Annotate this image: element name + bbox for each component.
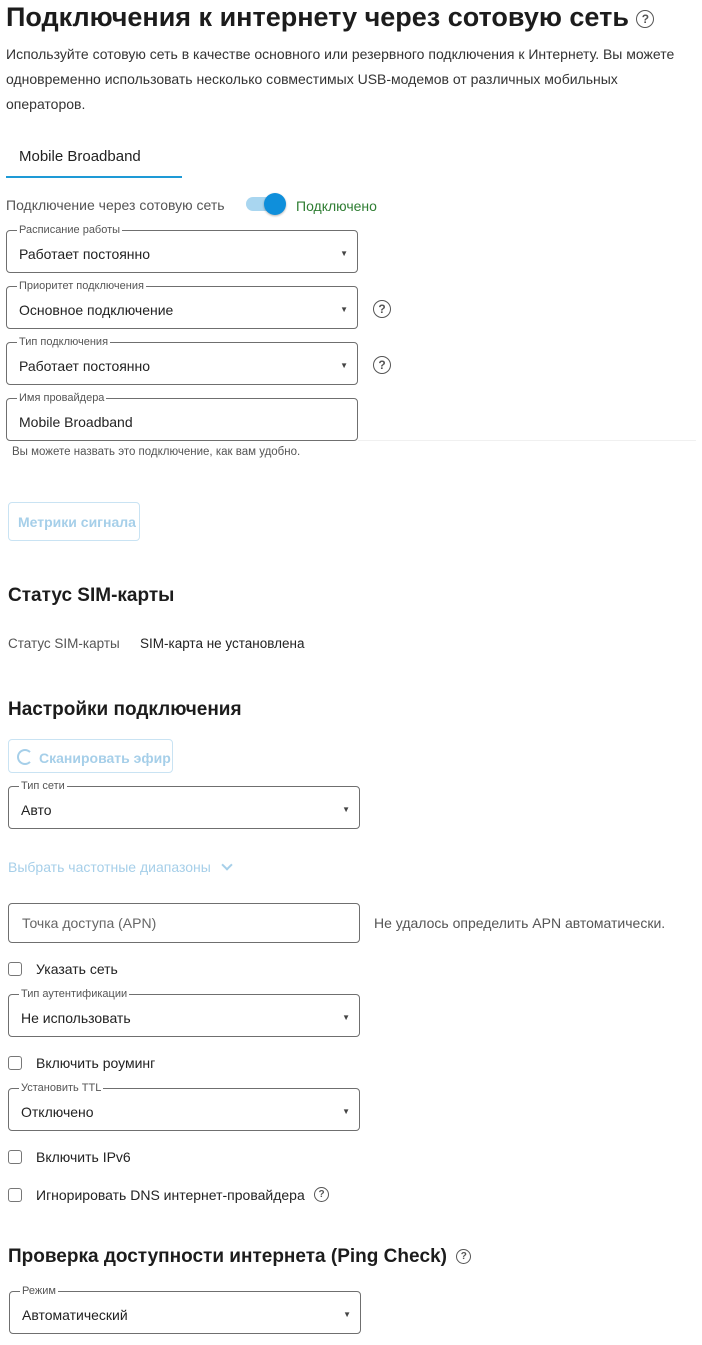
priority-value: Основное подключение [19,302,174,318]
ping-mode-value: Автоматический [22,1307,128,1323]
schedule-label: Расписание работы [19,224,121,236]
specify-network-label: Указать сеть [36,961,118,977]
chevron-down-icon: ▼ [340,361,348,370]
ipv6-label: Включить IPv6 [36,1149,131,1165]
refresh-icon [17,749,33,765]
priority-label: Приоритет подключения [19,280,144,292]
roaming-label: Включить роуминг [36,1055,156,1071]
sim-status-value: SIM-карта не установлена [140,636,305,651]
chevron-down-icon: ▼ [343,1310,351,1319]
roaming-checkbox[interactable] [8,1056,22,1070]
connection-type-help-icon[interactable]: ? [373,356,391,374]
page-title: Подключения к интернету через сотовую сеть ? [6,2,654,33]
network-type-value: Авто [21,802,52,818]
ping-check-section-title: Проверка доступности интернета (Ping Check) ? [8,1246,471,1268]
sim-section-title: Статус SIM-карты [8,585,175,606]
chevron-down-icon: ▼ [340,305,348,314]
ping-mode-select[interactable] [9,1286,361,1334]
sim-status-key: Статус SIM-карты [8,636,120,651]
provider-name-value: Mobile Broadband [19,414,133,430]
connection-toggle[interactable] [246,193,286,215]
chevron-down-icon: ▼ [342,1107,350,1116]
signal-metrics-button[interactable]: Метрики сигнала [8,502,140,541]
chevron-down-icon: ▼ [340,249,348,258]
tab-mobile-broadband[interactable]: Mobile Broadband [6,138,182,178]
priority-select[interactable] [6,281,358,329]
connection-type-label: Тип подключения [19,336,109,348]
apn-placeholder: Точка доступа (APN) [22,915,157,931]
provider-name-hint: Вы можете назвать это подключение, как вам удобно. [12,446,301,458]
specify-network-checkbox[interactable] [8,962,22,976]
chevron-down-icon: ▼ [342,805,350,814]
ping-mode-label: Режим [22,1285,56,1297]
bands-link[interactable]: Выбрать частотные диапазоны [8,859,231,875]
page-description: Используйте сотовую сеть в качестве основного или резервного подключения к Интернету. Вы можете одновременно использовать несколько совместимых USB-модемов от различных мобильных операторов. [6,46,675,112]
schedule-value: Работает постоянно [19,246,151,262]
ignore-dns-help-icon[interactable]: ? [314,1187,329,1202]
auth-type-select[interactable] [8,989,360,1037]
chevron-down-icon [221,859,232,870]
network-type-label: Тип сети [21,780,65,792]
chevron-down-icon: ▼ [342,1013,350,1022]
ttl-select[interactable] [8,1083,360,1131]
ttl-label: Установить TTL [21,1082,102,1094]
auth-type-value: Не использовать [21,1010,131,1026]
schedule-select[interactable] [6,225,358,273]
apn-input[interactable] [8,903,360,943]
ignore-dns-checkbox[interactable] [8,1188,22,1202]
ttl-value: Отключено [21,1104,94,1120]
provider-name-label: Имя провайдера [19,392,105,404]
settings-section-title: Настройки подключения [8,699,242,720]
ping-check-help-icon[interactable]: ? [456,1249,471,1264]
scan-button[interactable]: Сканировать эфир [8,739,173,773]
connection-toggle-label: Подключение через сотовую сеть [6,197,225,213]
connection-status: Подключено [296,198,377,214]
help-icon[interactable]: ? [636,10,654,28]
ipv6-checkbox[interactable] [8,1150,22,1164]
divider [358,440,696,441]
auth-type-label: Тип аутентификации [21,988,128,1000]
connection-type-select[interactable] [6,337,358,385]
apn-note: Не удалось определить APN автоматически. [374,915,666,931]
priority-help-icon[interactable]: ? [373,300,391,318]
ignore-dns-label: Игнорировать DNS интернет-провайдера [36,1187,305,1203]
connection-type-value: Работает постоянно [19,358,151,374]
network-type-select[interactable] [8,781,360,829]
provider-name-input[interactable] [6,393,358,441]
